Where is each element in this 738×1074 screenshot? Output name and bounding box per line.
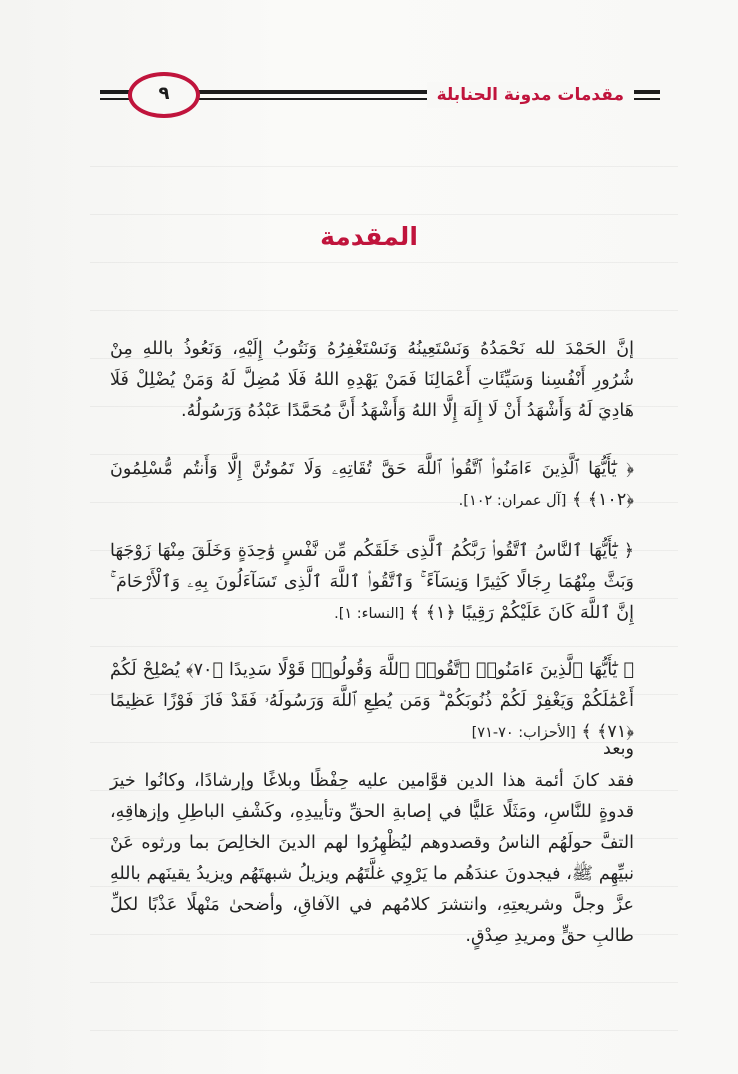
section-title: المقدمة <box>320 222 418 251</box>
verse-reference: [الأحزاب: ٧٠-٧١] <box>471 725 576 741</box>
running-title: مقدمات مدونة الحنابلة <box>427 82 634 108</box>
page-number-badge: ٩ <box>128 72 200 118</box>
verse-block-an-nisa <box>110 536 634 630</box>
transition-word: وبعد <box>603 739 634 759</box>
verse-block-al-imran <box>110 454 634 517</box>
verse-text: ﴿ يَٰٓأَيُّهَا ٱلَّذِينَ ءَامَنُوا۟ ٱتَّقُوا۟ ٱللَّهَ حَقَّ تُقَاتِهِۦ وَلَا تَمُوتُنَّ إِلَّا وَأَنتُم مُّسْلِمُونَ ﴿١٠٢﴾ ﴾ <box>110 459 634 510</box>
verse-reference: [النساء: ١]. <box>334 606 405 622</box>
verse-text: ﴿ يَٰٓأَيُّهَا ٱلنَّاسُ ٱتَّقُوا۟ رَبَّكُمُ ٱلَّذِى خَلَقَكُم مِّن نَّفْسٍ وَٰحِدَةٍ وَخَلَقَ مِنْهَا زَوْجَهَا وَبَثَّ مِنْهُمَا رِجَالًا كَثِيرًا وَنِسَآءً ۚ وَٱتَّقُوا۟ ٱللَّهَ ٱلَّذِى تَسَآءَلُونَ بِهِۦ وَٱلْأَرْحَامَ ۚ إِنَّ ٱللَّهَ كَانَ عَلَيْكُمْ رَقِيبًا ﴿١﴾ ﴾ <box>110 541 634 623</box>
page-header <box>100 72 660 116</box>
verse-text: ﴿ يَٰٓأَيُّهَا ٱلَّذِينَ ءَامَنُوا۟ ٱتَّقُوا۟ ٱللَّهَ وَقُولُوا۟ قَوْلًا سَدِيدًا ﴿٧٠﴾ يُصْلِحْ لَكُمْ أَعْمَٰلَكُمْ وَيَغْفِرْ لَكُمْ ذُنُوبَكُمْ ۗ وَمَن يُطِعِ ٱللَّهَ وَرَسُولَهُۥ فَقَدْ فَازَ فَوْزًا عَظِيمًا ﴿٧١﴾ ﴾ <box>110 660 634 742</box>
verse-reference: [آل عمران: ١٠٢]. <box>458 493 567 509</box>
main-paragraph: فقد كانَ أئمة هذا الدين قوَّامين عليه حِفْظًا وبلاغًا وإرشادًا، وكانُوا خيرَ قدوةٍ للنَّاسِ، ومَثَلًا عَليًّا في إصابةِ الحقِّ وتأييدِهِ، وكَشْفِ الباطِلِ وإزهاقِهِ، التفَّ حولَهُم الناسُ وقصدوهم ليُظْهِرُوا لهم الدينَ الخالِصَ بما ورثوه عَنْ نبيِّهِم ﷺ، فيجدونَ عندَهُم ما يَرْوِي غلَّتَهُم ويزيلُ شبهتَهُم ويزيدُ يقينَهم باللهِ عزَّ وجلَّ وشريعتِهِ، وانتشرَ كلامُهم في الآفاقِ، وأضحىٰ مَنْهلًا عَذْبًا لكلِّ طالبِ حقٍّ ومريدِ صِدْقٍ. <box>110 771 634 946</box>
intro-paragraph: إنَّ الحَمْدَ لله نَحْمَدُهُ وَنَسْتَعِينُهُ وَنَسْتَغْفِرُهُ وَنَتُوبُ إِلَيْهِ، وَنَعُوذُ باللهِ مِنْ شُرُورِ أَنْفُسِنا وَسَيِّئَاتِ أَعْمَالِنَا فَمَنْ يَهْدِهِ اللهُ فَلَا مُضِلَّ لَهُ وَمَنْ يُضْلِلْ فَلَا هَادِيَ لَهُ وَأَشْهَدُ أَنْ لَا إِلَهَ إِلَّا اللهُ وَأَشْهَدُ أَنَّ مُحَمَّدًا عَبْدُهُ وَرَسُولُهُ. <box>110 339 634 421</box>
